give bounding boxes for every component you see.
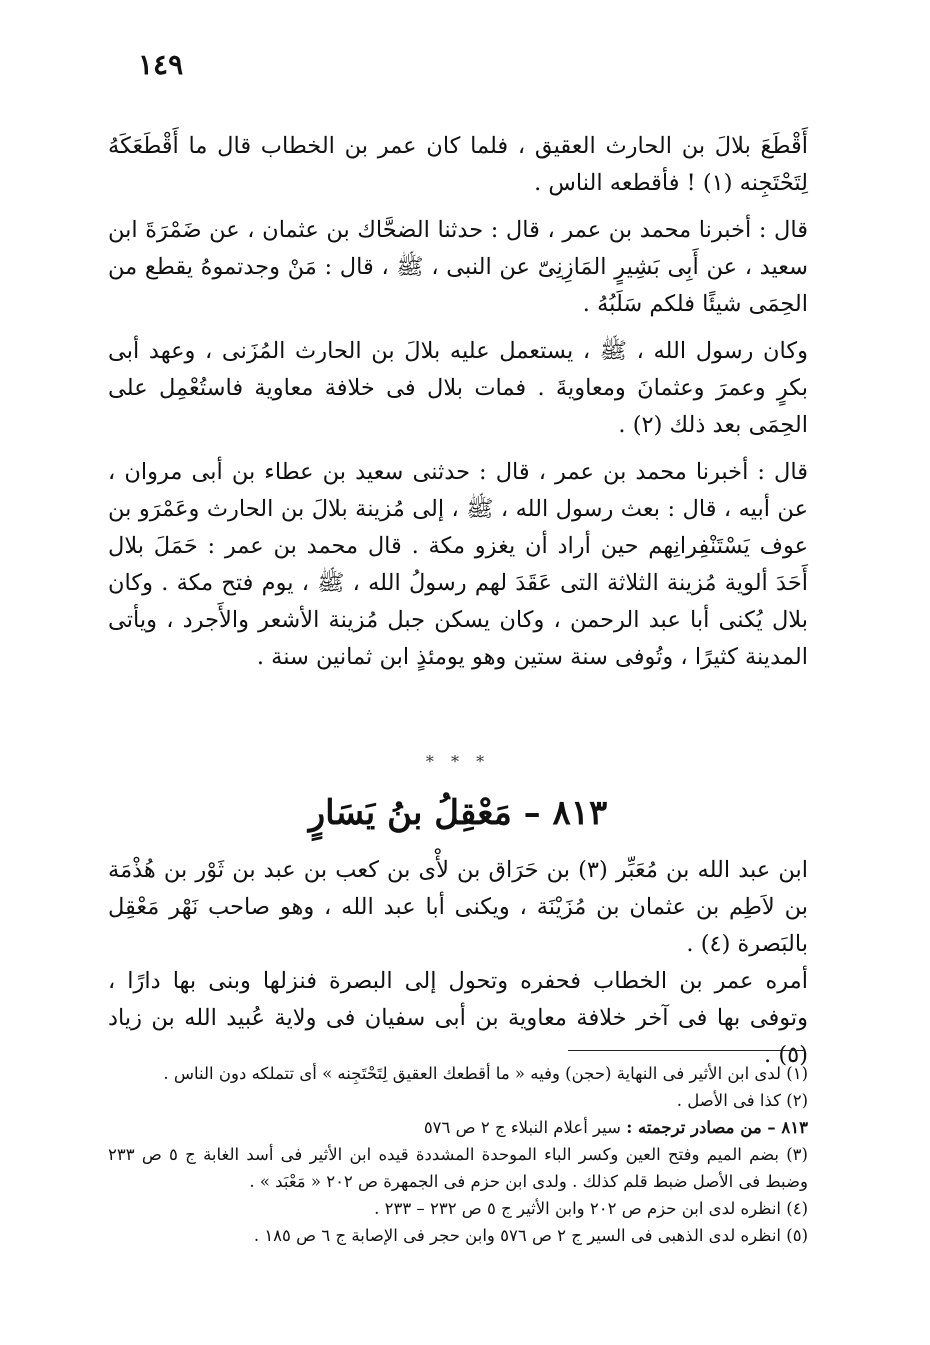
entry-text	[108, 852, 808, 1074]
main-text	[108, 128, 808, 686]
sources-label: ٨١٣ – من مصادر ترجمته :	[626, 1118, 808, 1137]
footnote: (٣) بضم الميم وفتح العين وكسر الباء الموحدة المشددة قيده ابن الأثير فى أسد الغابة ج ٥ ص ٢٣٣ وضبط فى الأصل ضبط قلم كذلك . ولدى ابن حزم فى الجمهرة ص ٢٠٢ « مَعْبَد » .	[108, 1145, 808, 1191]
sources-text: سير أعلام النبلاء ج ٢ ص ٥٧٦	[423, 1118, 621, 1137]
entry-heading: ٨١٣ – مَعْقِلُ بنُ يَسَارٍ	[308, 793, 608, 833]
footnote-divider	[568, 1050, 804, 1051]
footnote: (٥) انظره لدى الذهبى فى السير ج ٢ ص ٥٧٦ وابن حجر فى الإصابة ج ٦ ص ١٨٥ .	[253, 1226, 808, 1245]
paragraph: ابن عبد الله بن مُعَبِّر (٣) بن حَرَاق بن لأْى بن كعب بن عبد بن ثَوْر بن هُذْمَة بن لاَطِم بن عثمان بن مُزَيْنَة ، ويكنى أبا عبد الله ، وهو صاحب نَهْر مَعْقِل بالبَصرة (٤) .	[108, 857, 808, 957]
footnotes	[108, 1060, 808, 1249]
section-separator: * * *	[425, 752, 491, 771]
paragraph: قال : أخبرنا محمد بن عمر ، قال : حدثنى سعيد بن عطاء بن أبى مروان ، عن أبيه ، قال : بعث رسول الله ، ﷺ ، إلى مُزينة بلالَ بن الحارث وعَمْرَو بن عوف يَسْتَنْفِرانِهم حين أراد أن يغزو مكة . قال محمد بن عمر : حَمَلَ بلال أَحَدَ ألوية مُزينة الثلاثة التى عَقَدَ لهم رسولُ الله ، ﷺ ، يوم فتح مكة . وكان بلال يُكنى أبا عبد الرحمن ، وكان يسكن جبل مُزينة الأشعر والأَجرد ، ويأتى المدينة كثيرًا ، وتُوفى سنة ستين وهو يومئذٍ ابن ثمانين سنة .	[108, 459, 808, 670]
footnote: (٢) كذا فى الأصل .	[676, 1091, 808, 1110]
sources-note	[108, 1114, 808, 1141]
footnote: (١) لدى ابن الأثير فى النهاية (حجن) وفيه « ما أقطعك العقيق لِتَحْتَجِنه » أى تتملكه دون الناس .	[163, 1064, 808, 1083]
paragraph: قال : أخبرنا محمد بن عمر ، قال : حدثنا الضحَّاك بن عثمان ، عن ضَمْرَةَ ابن سعيد ، عن أَبِى بَشِيرٍ المَازِنِىّ عن النبى ، ﷺ ، قال : مَنْ وجدتموهُ يقطع من الحِمَى شيئًا فلكم سَلَبُهُ .	[108, 217, 808, 317]
paragraph: أَقْطَعَ بلالَ بن الحارث العقيق ، فلما كان عمر بن الخطاب قال ما أَقْطَعَكَهُ لِتَحْتَجِنه (١) ! فأقطعه الناس .	[108, 133, 808, 196]
footnote: (٤) انظره لدى ابن حزم ص ٢٠٢ وابن الأثير ج ٥ ص ٢٣٢ – ٢٣٣ .	[374, 1199, 808, 1218]
page-number: ١٤٩	[138, 48, 184, 81]
paragraph: أمره عمر بن الخطاب فحفره وتحول إلى البصرة فنزلها وبنى بها دارًا ، وتوفى بها فى آخر خلافة معاوية بن أبى سفيان فى ولاية عُبيد الله بن زياد (٥) .	[108, 968, 808, 1068]
paragraph: وكان رسول الله ، ﷺ ، يستعمل عليه بلالَ بن الحارث المُزَنى ، وعهد أبى بكرٍ وعمرَ وعثمانَ ومعاويةَ . فمات بلال فى خلافة معاوية فاستُعْمِل على الحِمَى بعد ذلك (٢) .	[108, 338, 808, 438]
